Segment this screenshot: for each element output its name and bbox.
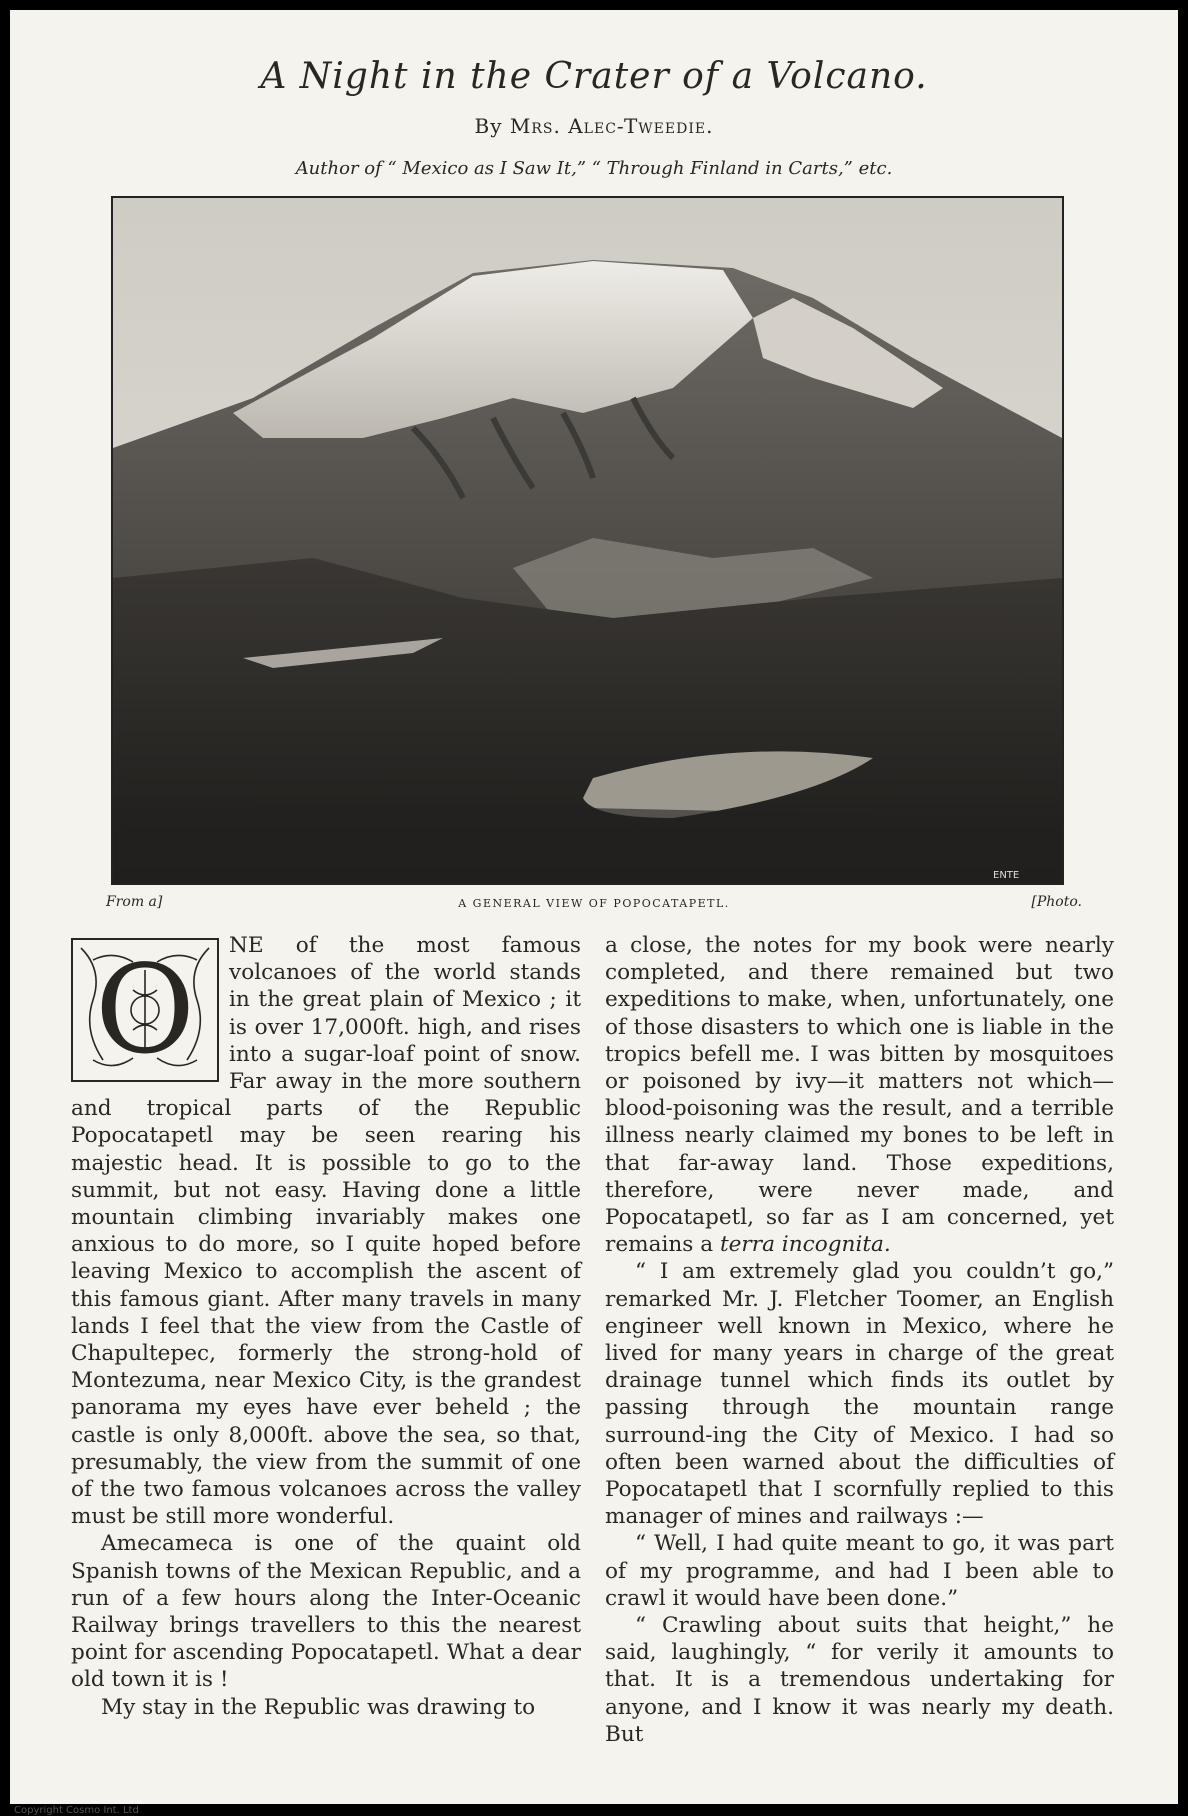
copyright-notice: Copyright Cosmo Int. Ltd — [14, 1805, 139, 1816]
paragraph-5: “ I am extremely glad you couldn’t go,” remarked Mr. J. Fletcher Toomer, an English engineer well known in Mexico, where he lived for many years in charge of the great drainage tunnel which finds its outlet by passing through the mountain range surround-ing the City of Mexico. I had so often been warned about the difficulties of Popocatapetl that I scornfully replied to this manager of mines and railways :— — [605, 1259, 1114, 1530]
paragraph-3: My stay in the Republic was drawing to — [101, 1694, 536, 1720]
caption-center: A GENERAL VIEW OF POPOCATAPETL. — [458, 897, 730, 910]
caption-left: From a] — [106, 894, 163, 910]
paragraph-2: Amecameca is one of the quaint old Spanish towns of the Mexican Republic, and a run of a few hours along the Inter-Oceanic Railway brings travellers to this the nearest point for ascending Popocatapetl. What a dear old town it is ! — [71, 1531, 581, 1693]
author-name: Mrs. Alec-Tweedie. — [509, 114, 714, 138]
paragraph-4: a close, the notes for my book were nearly completed, and there remained but two expeditions to make, when, unfortunately, one of those disasters to which one is liable in the tropics befell me. I was bitten by mosquitoes or poisoned by ivy—it matters not which—blood-poisoning was the result, and a terrible illness nearly claimed my bones to be left in that far-away land. Those expeditions, therefore, were never made, and Popocatapetl, so far as I am concerned, yet remains a terra incognita. — [605, 933, 1114, 1258]
article-title: A Night in the Crater of a Volcano. — [260, 56, 928, 97]
column-left — [71, 932, 581, 1721]
byline-prefix: By — [474, 114, 503, 138]
volcano-photo — [111, 196, 1064, 885]
paragraph-6: “ Well, I had quite meant to go, it was part of my programme, and had I been able to crawl it would have been done.” — [605, 1531, 1114, 1611]
column-right — [605, 932, 1114, 1748]
paragraph-7: “ Crawling about suits that height,” he said, laughingly, “ for verily it amounts to that. It is a tremendous undertaking for anyone, and I know it was nearly my death. But — [605, 1613, 1114, 1747]
italic-phrase: terra incognita. — [719, 1232, 891, 1258]
paragraph-1: O NE of the most famous volcanoes of the world stands in the great plain of Mexico ; it is over 17,000ft. high, and rises into a sugar-loaf point of snow. Far away in the more southern and tropical parts of the Republic Popocatapetl may be seen rearing his majestic head. It is possible to go to the summit, but not easy. Having done a little mountain climbing invariably makes one anxious to do more, so I quite hoped before leaving Mexico to accomplish the ascent of this famous giant. After many travels in many lands I feel that the view from the Castle of Chapultepec, formerly the strong-hold of Montezuma, near Mexico City, is the grandest panorama my eyes have ever beheld ; the castle is only 8,000ft. above the sea, so that, presumably, the view from the summit of one of the two famous volcanoes across the valley must be still more wonderful. — [71, 933, 581, 1530]
caption-right: [Photo. — [1031, 894, 1082, 910]
byline — [10, 114, 1178, 138]
author-subtitle: Author of “ Mexico as I Saw It,” “ Through Finland in Carts,” etc. — [295, 158, 893, 179]
volcano-illustration — [113, 198, 1062, 883]
svg-text:ENTE: ENTE — [993, 870, 1020, 881]
page — [10, 10, 1178, 1804]
dropcap-o: O — [71, 938, 219, 1082]
photo-caption — [106, 894, 1082, 914]
